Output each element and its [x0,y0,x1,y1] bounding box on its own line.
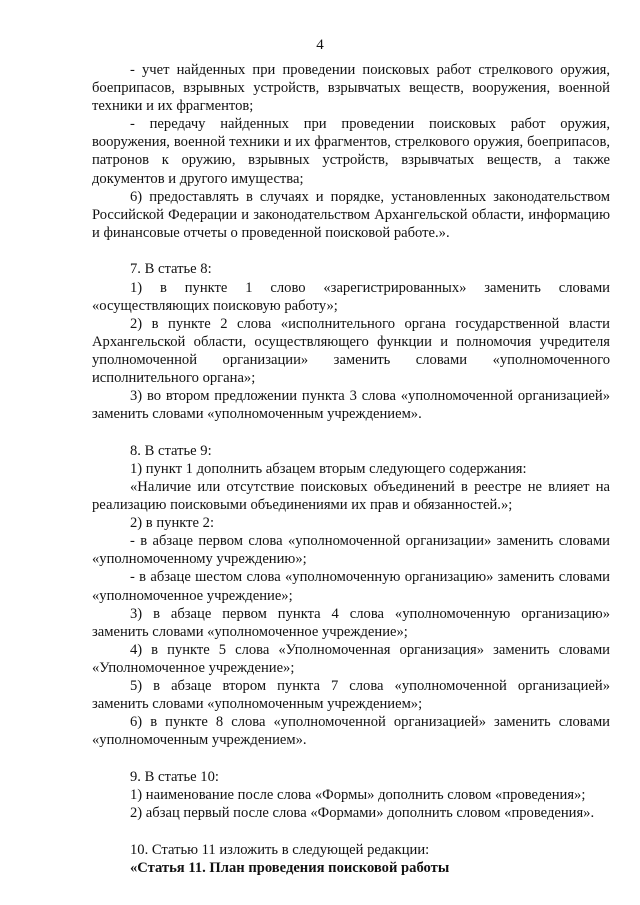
section-7-item-1: 1) в пункте 1 слово «зарегистрированных» заменить словами «осуществляющих поисковую работу»; [92,279,610,314]
section-8-item-4: 4) в пункте 5 слова «Уполномоченная организация» заменить словами «Уполномоченное учреждение»; [92,641,610,676]
section-9-heading: 9. В статье 10: [130,768,219,785]
section-10-heading: 10. Статью 11 изложить в следующей редакции: [130,841,430,858]
paragraph-gap [92,822,610,841]
section-8-item-2-para-6: - в абзаце шестом слова «уполномоченную организацию» заменить словами «уполномоченное учреждение»; [92,569,610,604]
section-8-item-2-para-1: - в абзаце первом слова «уполномоченной организации» заменить словами «уполномоченному учреждению»; [92,533,610,568]
section-9-item-1: 1) наименование после слова «Формы» дополнить словом «проведения»; [130,786,586,803]
paragraph-gap [92,423,610,442]
section-8-heading: 8. В статье 9: [130,442,212,459]
section-7-heading: 7. В статье 8: [130,261,212,278]
section-8-item-1-quote: «Наличие или отсутствие поисковых объединений в реестре не влияет на реализацию поисковыми объединениями их прав и обязанностей.»; [92,478,610,514]
section-8-item-1: 1) пункт 1 дополнить абзацем вторым следующего содержания: [130,460,527,477]
section-7-item-3: 3) во втором предложении пункта 3 слова «уполномоченной организацией» заменить словами «уполномоченным учреждением». [92,388,610,423]
paragraph-gap [92,749,610,768]
document-body [92,61,610,877]
paragraph-item-6-reporting: 6) предоставлять в случаях и порядке, установленных законодательством Российской Федерации и законодательством Архангельской области, информацию и финансовые отчеты о проведенной поисковой работе.». [92,188,610,241]
section-9-item-2: 2) абзац первый после слова «Формами» дополнить словом «проведения». [130,805,595,822]
page-number: 4 [316,37,324,53]
section-7-item-2: 2) в пункте 2 слова «исполнительного органа государственной власти Архангельской области, осуществляющего функции и полномочия учредителя уполномоченной организации» заменить словами «уполномоченного исполнительного органа»; [92,315,610,386]
section-8-item-5: 5) в абзаце втором пункта 7 слова «уполномоченной организацией» заменить словами «уполномоченным учреждением»; [92,678,610,713]
paragraph-accounting-finds: - учет найденных при проведении поисковых работ стрелкового оружия, боеприпасов, взрывных устройств, взрывчатых веществ, вооружения, военной техники и их фрагментов; [92,62,610,115]
paragraph-transfer-finds: - передачу найденных при проведении поисковых работ оружия, вооружения, военной техники и их фрагментов, стрелкового оружия, боеприпасов, патронов к оружию, взрывных устройств, взрывчатых веществ, а также документов и другого имущества; [92,116,610,187]
article-11-title: «Статья 11. План проведения поисковой работы [130,859,450,876]
section-8-item-2: 2) в пункте 2: [130,515,215,532]
section-8-item-6: 6) в пункте 8 слова «уполномоченной организацией» заменить словами «уполномоченным учреждением». [92,714,610,749]
section-8-item-3: 3) в абзаце первом пункта 4 слова «уполномоченную организацию» заменить словами «уполномоченное учреждение»; [92,605,610,640]
paragraph-gap [92,242,610,261]
